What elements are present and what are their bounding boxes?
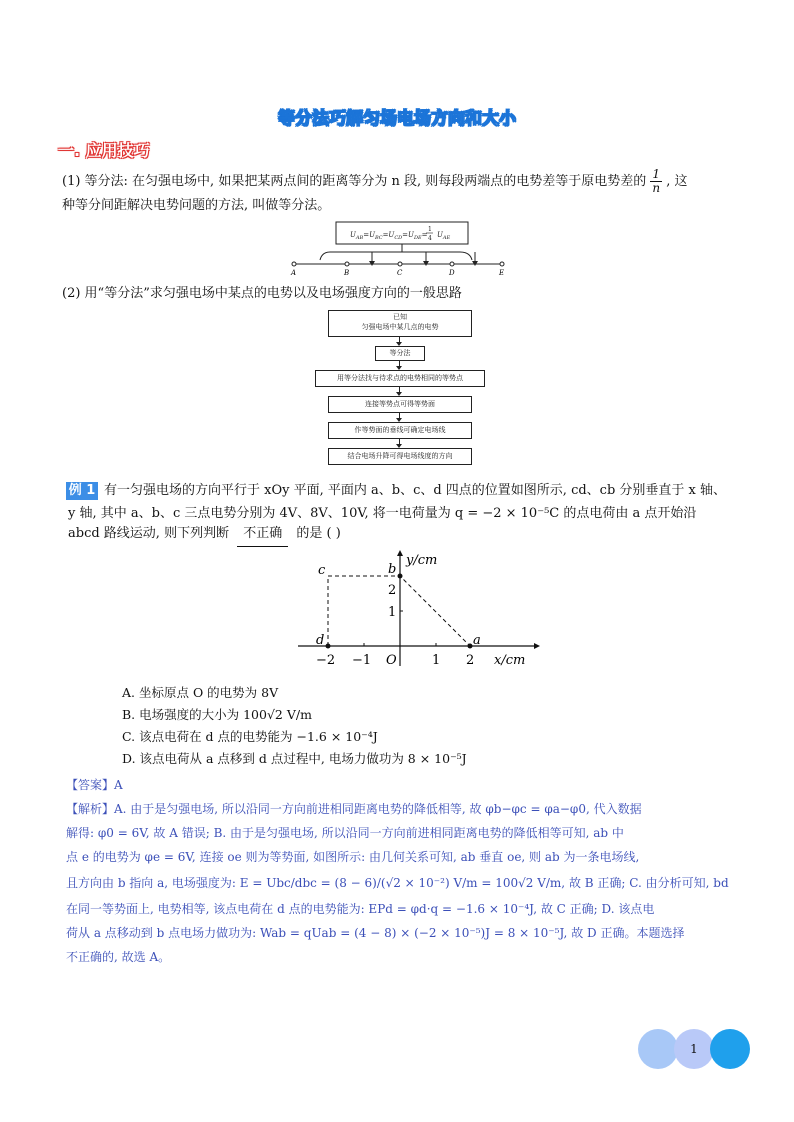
x-tick-neg1: −1 — [352, 653, 372, 668]
point-label-B: B — [344, 269, 350, 277]
page-decoration-right — [710, 1029, 750, 1069]
section-heading: 一. 应用技巧 — [58, 141, 150, 160]
analysis-line-3: 点 e 的电势为 φe = 6V, 连接 oe 则为等势面, 如图所示: 由几何关系可知, ab 垂直 oe, 则 ab 为一条电场线, — [66, 850, 640, 864]
point-label-E: E — [499, 269, 505, 277]
page-decoration-left — [638, 1029, 678, 1069]
example-line-2: y 轴, 其中 a、b、c 三点电势分别为 4V、8V、10V, 将一电荷量为 q = −2 × 10⁻⁵C 的点电荷由 a 点开始沿 — [68, 506, 697, 521]
paragraph-1 — [62, 168, 752, 195]
example-badge: 例 1 — [66, 482, 98, 500]
equation-rhs: $U_{AE}$ — [437, 231, 451, 241]
answer-label: 【答案】A — [66, 778, 123, 792]
flow-step-2-label: 等分法 — [389, 349, 411, 357]
flow-step-1 — [328, 310, 472, 337]
x-axis-label: x/cm — [494, 653, 526, 668]
example-line-1: 有一匀强电场的方向平行于 xOy 平面, 平面内 a、b、c、d 四点的位置如图所示, cd、cb 分别垂直于 x 轴、 — [104, 483, 727, 498]
paragraph-1-end: , 这 — [666, 174, 688, 189]
flow-step-4 — [328, 396, 472, 413]
flow-step-4-label: 连接等势点可得等势面 — [365, 400, 435, 408]
example-line-3-b: 的是 ( ) — [296, 526, 341, 541]
analysis-line-4: 且方向由 b 指向 a, 电场强度为: E = Ubc/dbc = (8 − 6)/(√2 × 10⁻²) V/m = 100√2 V/m, 故 B 正确; C. 由分析可知, bd — [66, 876, 729, 890]
point-a — [468, 644, 473, 649]
flow-step-5-label: 作等势面的垂线可确定电场线 — [354, 426, 446, 434]
flow-step-1-label: 已知 匀强电场中某几点的电势 — [361, 313, 439, 331]
x-tick-neg2: −2 — [316, 653, 336, 668]
label-c: c — [318, 563, 326, 578]
flow-step-3 — [315, 370, 485, 387]
fraction-numerator: 1 — [650, 168, 662, 182]
page-number-circle — [674, 1029, 714, 1069]
flow-step-2 — [375, 346, 425, 361]
option-a: A. 坐标原点 O 的电势为 8V — [122, 685, 279, 700]
brace — [320, 252, 472, 260]
y-tick-2: 2 — [388, 583, 397, 598]
page-number: 1 — [690, 1042, 698, 1056]
point-label-D: D — [449, 269, 455, 277]
equation-frac-num: 1 — [428, 226, 432, 233]
page-title: 等分法巧解匀场电场方向和大小 — [278, 109, 516, 129]
point-label-A: A — [291, 269, 297, 277]
point-d — [326, 644, 331, 649]
y-tick-1: 1 — [388, 605, 397, 620]
point-b — [398, 574, 403, 579]
x-tick-2: 2 — [466, 653, 475, 668]
flow-step-5 — [328, 422, 472, 439]
option-b: B. 电场强度的大小为 100√2 V/m — [122, 707, 312, 722]
flow-step-6 — [328, 448, 472, 465]
option-d: D. 该点电荷从 a 点移到 d 点过程中, 电场力做功为 8 × 10⁻⁵J — [122, 751, 467, 766]
y-axis-label: y/cm — [406, 553, 438, 568]
coordinate-graph — [290, 548, 540, 672]
option-c: C. 该点电荷在 d 点的电势能为 −1.6 × 10⁻⁴J — [122, 729, 378, 744]
analysis-line-2: 解得: φ0 = 6V, 故 A 错误; B. 由于是匀强电场, 所以沿同一方向前进相同距离电势的降低相等可知, ab 中 — [66, 826, 624, 840]
equal-division-diagram — [280, 218, 520, 278]
paragraph-1-line-2: 种等分间距解决电势问题的方法, 叫做等分法。 — [62, 198, 331, 213]
analysis-line-5: 在同一等势面上, 电势相等, 该点电荷在 d 点的电势能为: EPd = φd·q = −1.6 × 10⁻⁴J, 故 C 正确; D. 该点电 — [66, 902, 655, 916]
example-line-3-a: abcd 路线运动, 则下列判断 — [68, 526, 230, 541]
origin-label: O — [386, 653, 397, 668]
point-label-C: C — [397, 269, 403, 277]
example-line-3 — [68, 522, 341, 547]
equation-frac-den: 4 — [428, 235, 432, 242]
label-d: d — [316, 633, 325, 648]
fraction-denominator: n — [652, 181, 661, 195]
x-tick-1: 1 — [432, 653, 441, 668]
analysis-line-6: 荷从 a 点移动到 b 点电场力做功为: Wab = qUab = (4 − 8) × (−2 × 10⁻⁵)J = 8 × 10⁻⁵J, 故 D 正确。本题选择 — [66, 926, 685, 940]
flow-step-6-label: 结合电场升降可得电场线度的方向 — [347, 452, 453, 460]
flow-step-3-label: 用等分法找与待求点的电势相同的等势点 — [337, 374, 463, 382]
path-abcd — [328, 576, 470, 646]
fraction-1-over-n — [650, 168, 662, 195]
answer-blank: 不正确 — [237, 522, 288, 547]
paragraph-1-text: (1) 等分法: 在匀强电场中, 如果把某两点间的距离等分为 n 段, 则每段两端点的电势差等于原电势差的 — [62, 174, 647, 189]
analysis-line-1: 【解析】A. 由于是匀强电场, 所以沿同一方向前进相同距离电势的降低相等, 故 φb−φc = φa−φ0, 代入数据 — [66, 802, 642, 816]
paragraph-2: (2) 用“等分法”求匀强电场中某点的电势以及电场强度方向的一般思路 — [62, 286, 462, 301]
label-b: b — [388, 562, 397, 577]
label-a: a — [473, 633, 481, 648]
equation-text: $U_{AB}=U_{BC}=U_{CD}=U_{DE}=$ — [350, 231, 428, 241]
analysis-line-7: 不正确的, 故选 A。 — [66, 950, 171, 964]
